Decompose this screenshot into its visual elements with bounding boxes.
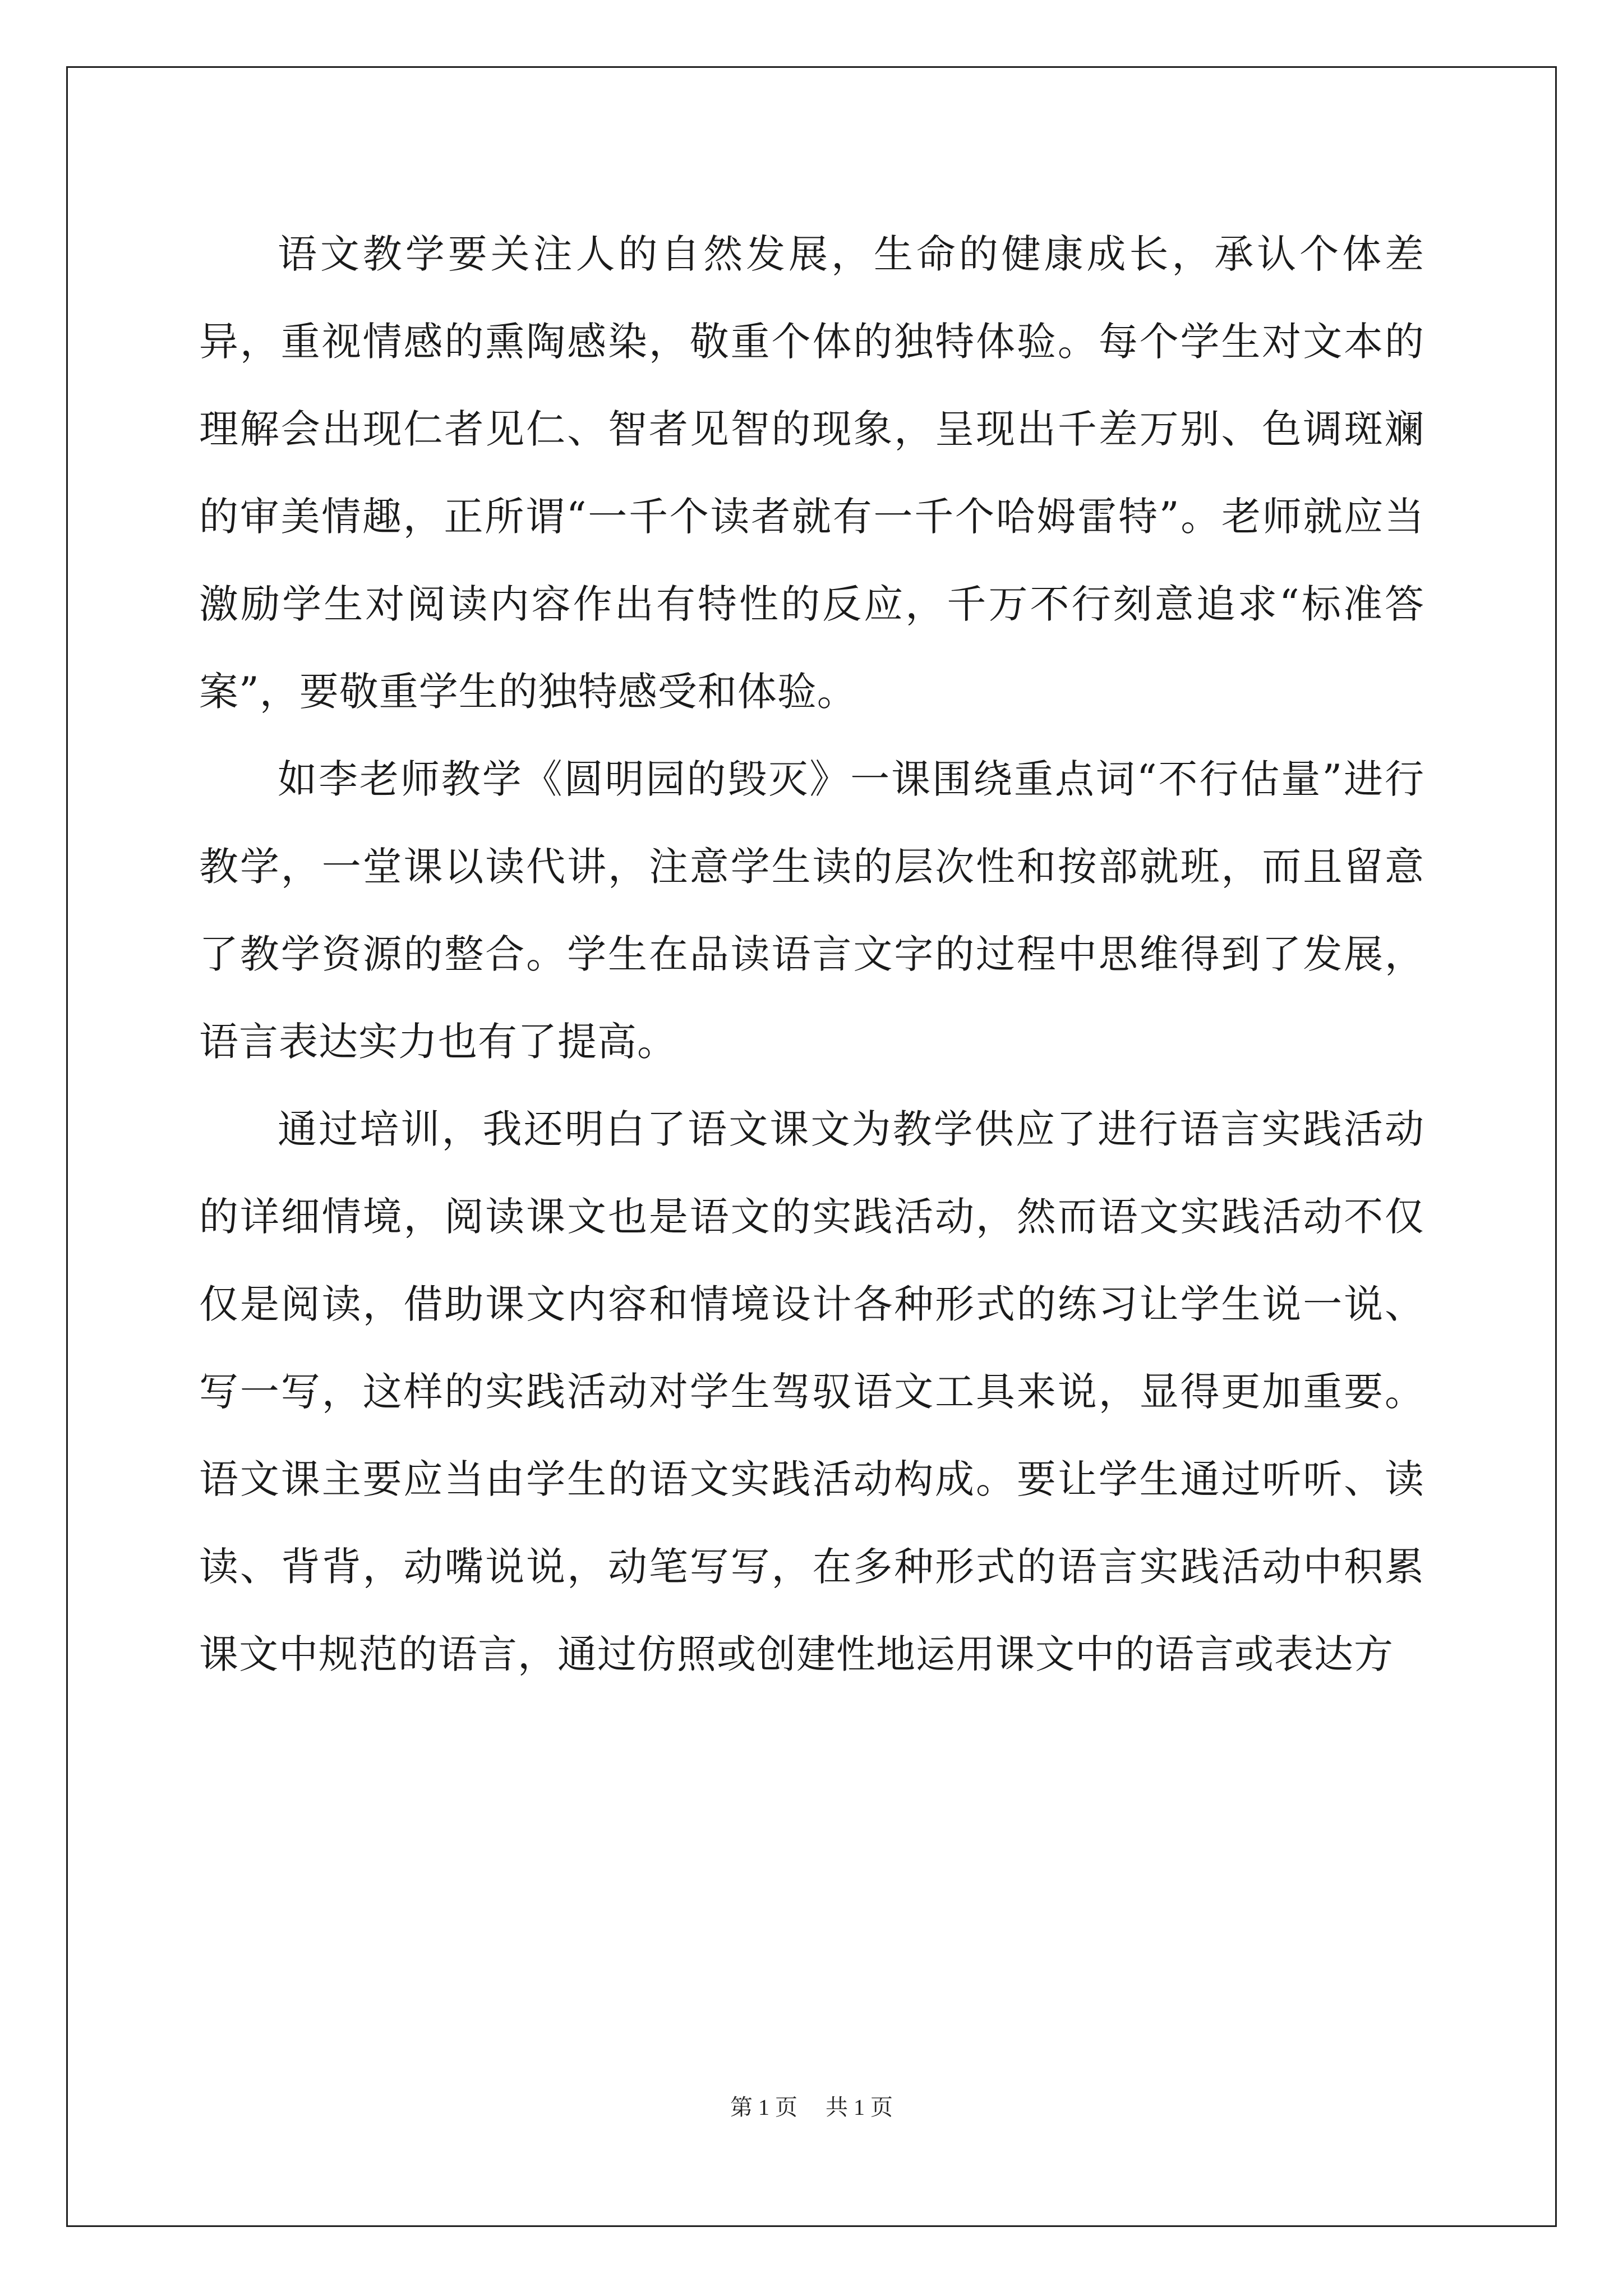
page-total: 共 1 页 xyxy=(826,2095,893,2120)
document-body xyxy=(199,210,1424,1698)
page-number: 第 1 页 xyxy=(730,2095,797,2120)
paragraph-2: 如李老师教学《圆明园的毁灭》一课围绕重点词“不行估量”进行教学，一堂课以读代讲，注意学生读的层次性和按部就班，而且留意了教学资源的整合。学生在品读语言文字的过程中思维得到了发展，语言表达实力也有了提高。 xyxy=(199,756,1424,1065)
page-footer xyxy=(0,2090,1623,2122)
paragraph-3: 通过培训，我还明白了语文课文为教学供应了进行语言实践活动的详细情境，阅读课文也是语文的实践活动，然而语文实践活动不仅仅是阅读，借助课文内容和情境设计各种形式的练习让学生说一说、写一写，这样的实践活动对学生驾驭语文工具来说，显得更加重要。语文课主要应当由学生的语文实践活动构成。要让学生通过听听、读读、背背，动嘴说说，动笔写写，在多种形式的语言实践活动中积累课文中规范的语言，通过仿照或创建性地运用课文中的语言或表达方 xyxy=(199,1106,1424,1677)
paragraph-1: 语文教学要关注人的自然发展，生命的健康成长，承认个体差异，重视情感的熏陶感染，敬重个体的独特体验。每个学生对文本的理解会出现仁者见仁、智者见智的现象，呈现出千差万别、色调斑斓的审美情趣，正所谓“一千个读者就有一千个哈姆雷特”。老师就应当激励学生对阅读内容作出有特性的反应，千万不行刻意追求“标准答案”，要敬重学生的独特感受和体验。 xyxy=(199,231,1424,715)
